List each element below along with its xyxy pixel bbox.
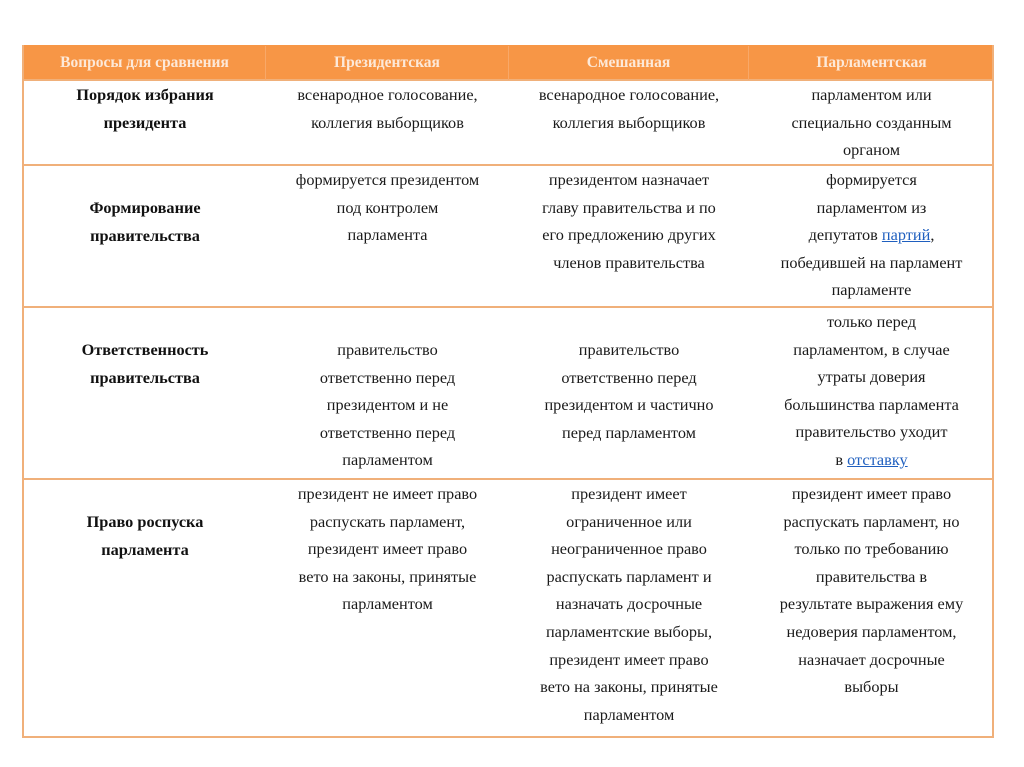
header-mixed: Смешанная [509, 46, 749, 80]
mixed-cell [509, 81, 749, 164]
cell-line: парламентские выборы, [545, 621, 713, 641]
cell-line: неограниченное право [551, 539, 707, 559]
mixed-cell [509, 166, 749, 306]
header-questions: Вопросы для сравнения [24, 46, 266, 80]
cell-line: коллегия выборщиков [552, 112, 706, 132]
cell-line: Право роспуска [86, 512, 204, 531]
presidential-cell [266, 308, 509, 478]
cell-line: парламентом или [811, 85, 932, 104]
cell-line: его предложению других [542, 225, 716, 245]
cell-line: распускать парламент, но [783, 511, 960, 531]
cell-line: президентом и частично [544, 395, 714, 415]
cell-line: всенародное голосование, [538, 85, 720, 104]
parliamentary-cell [749, 480, 994, 736]
cell-line: назначать досрочные [555, 594, 703, 614]
cell-line: ограниченное или [566, 511, 692, 531]
cell-line: правительства [90, 225, 200, 245]
cell-line: парламентом [583, 704, 675, 724]
cell-line: членов правительства [553, 252, 705, 272]
question-cell [24, 308, 266, 478]
presidential-cell [266, 166, 509, 306]
cell-line: только по требованию [794, 539, 949, 559]
parliamentary-cell [749, 308, 994, 478]
cell-line: ответственно перед [319, 422, 456, 442]
cell-line: распускать парламент, [309, 511, 466, 531]
cell-line: формируется президентом [295, 170, 480, 189]
parliamentary-cell [749, 166, 994, 306]
presidential-cell [266, 81, 509, 164]
cell-line: утраты доверия [817, 367, 926, 387]
cell-line: органом [842, 140, 901, 160]
cell-line: Ответственность [81, 340, 209, 359]
cell-line: большинства парламента [784, 394, 959, 414]
cell-line: правительства [90, 367, 200, 387]
cell-line: только перед [826, 312, 917, 331]
cell-line: формируется [826, 170, 917, 189]
text-fragment: , [930, 225, 935, 245]
cell-line: правительства в [815, 566, 928, 586]
cell-line: Формирование [89, 198, 201, 217]
table-row [24, 164, 992, 306]
cell-line: всенародное голосование, [297, 85, 478, 104]
cell-line: президент имеет [571, 484, 687, 503]
cell-line: парламенте [831, 280, 912, 300]
cell-line: президент не имеет право [297, 484, 478, 503]
question-cell [24, 81, 266, 164]
cell-line: назначает досрочные [798, 649, 945, 669]
resignation-link[interactable]: отставку [847, 449, 908, 469]
cell-line: парламентом из [816, 197, 927, 217]
text-fragment: депутатов [808, 225, 882, 245]
cell-line: победившей на парламент [780, 252, 963, 272]
comparison-table [22, 45, 994, 738]
table-row [24, 79, 992, 164]
cell-line: перед парламентом [562, 422, 696, 442]
cell-line: президент имеет право [791, 484, 952, 503]
cell-line: президент имеет право [549, 649, 709, 669]
cell-line: президента [103, 112, 187, 132]
text-fragment: в [835, 449, 848, 469]
cell-line: ответственно перед [319, 367, 456, 387]
table-row [24, 306, 992, 478]
cell-line: парламента [347, 225, 428, 245]
cell-line: результате выражения ему [779, 594, 964, 614]
cell-line: распускать парламент и [546, 566, 712, 586]
cell-line: президентом назначает [548, 170, 710, 189]
cell-line: парламентом [342, 450, 433, 470]
cell-line: президент имеет право [307, 539, 468, 559]
table-row [24, 478, 992, 736]
cell-line: ответственно перед [561, 367, 697, 387]
cell-line: под контролем [336, 197, 439, 217]
cell-line: вето на законы, принятые [540, 677, 718, 697]
header-presidential: Президентская [266, 46, 509, 80]
cell-line: президентом и не [326, 395, 449, 415]
cell-line [753, 446, 990, 474]
presidential-cell [266, 480, 509, 736]
header-parliamentary: Парламентская [816, 54, 927, 72]
cell-line: главу правительства и по [542, 197, 716, 217]
parliamentary-cell [749, 81, 994, 164]
cell-line: выборы [844, 677, 899, 697]
mixed-cell [509, 480, 749, 736]
cell-line: недоверия парламентом, [786, 621, 957, 641]
table-header-row [24, 45, 992, 79]
question-cell [24, 166, 266, 306]
cell-line: правительство уходит [795, 422, 948, 442]
cell-line: правительство [578, 340, 680, 359]
cell-line: парламентом, в случае [793, 339, 950, 359]
parties-link[interactable]: партий [881, 225, 931, 245]
cell-line [753, 221, 990, 249]
cell-line: специально созданным [791, 112, 952, 132]
cell-line: правительство [337, 340, 438, 359]
cell-line: парламентом [342, 594, 433, 614]
cell-line: коллегия выборщиков [311, 112, 464, 132]
cell-line: вето на законы, принятые [298, 566, 477, 586]
cell-line: Порядок избрания [76, 85, 214, 104]
question-cell [24, 480, 266, 736]
cell-line: парламента [101, 539, 189, 559]
mixed-cell [509, 308, 749, 478]
